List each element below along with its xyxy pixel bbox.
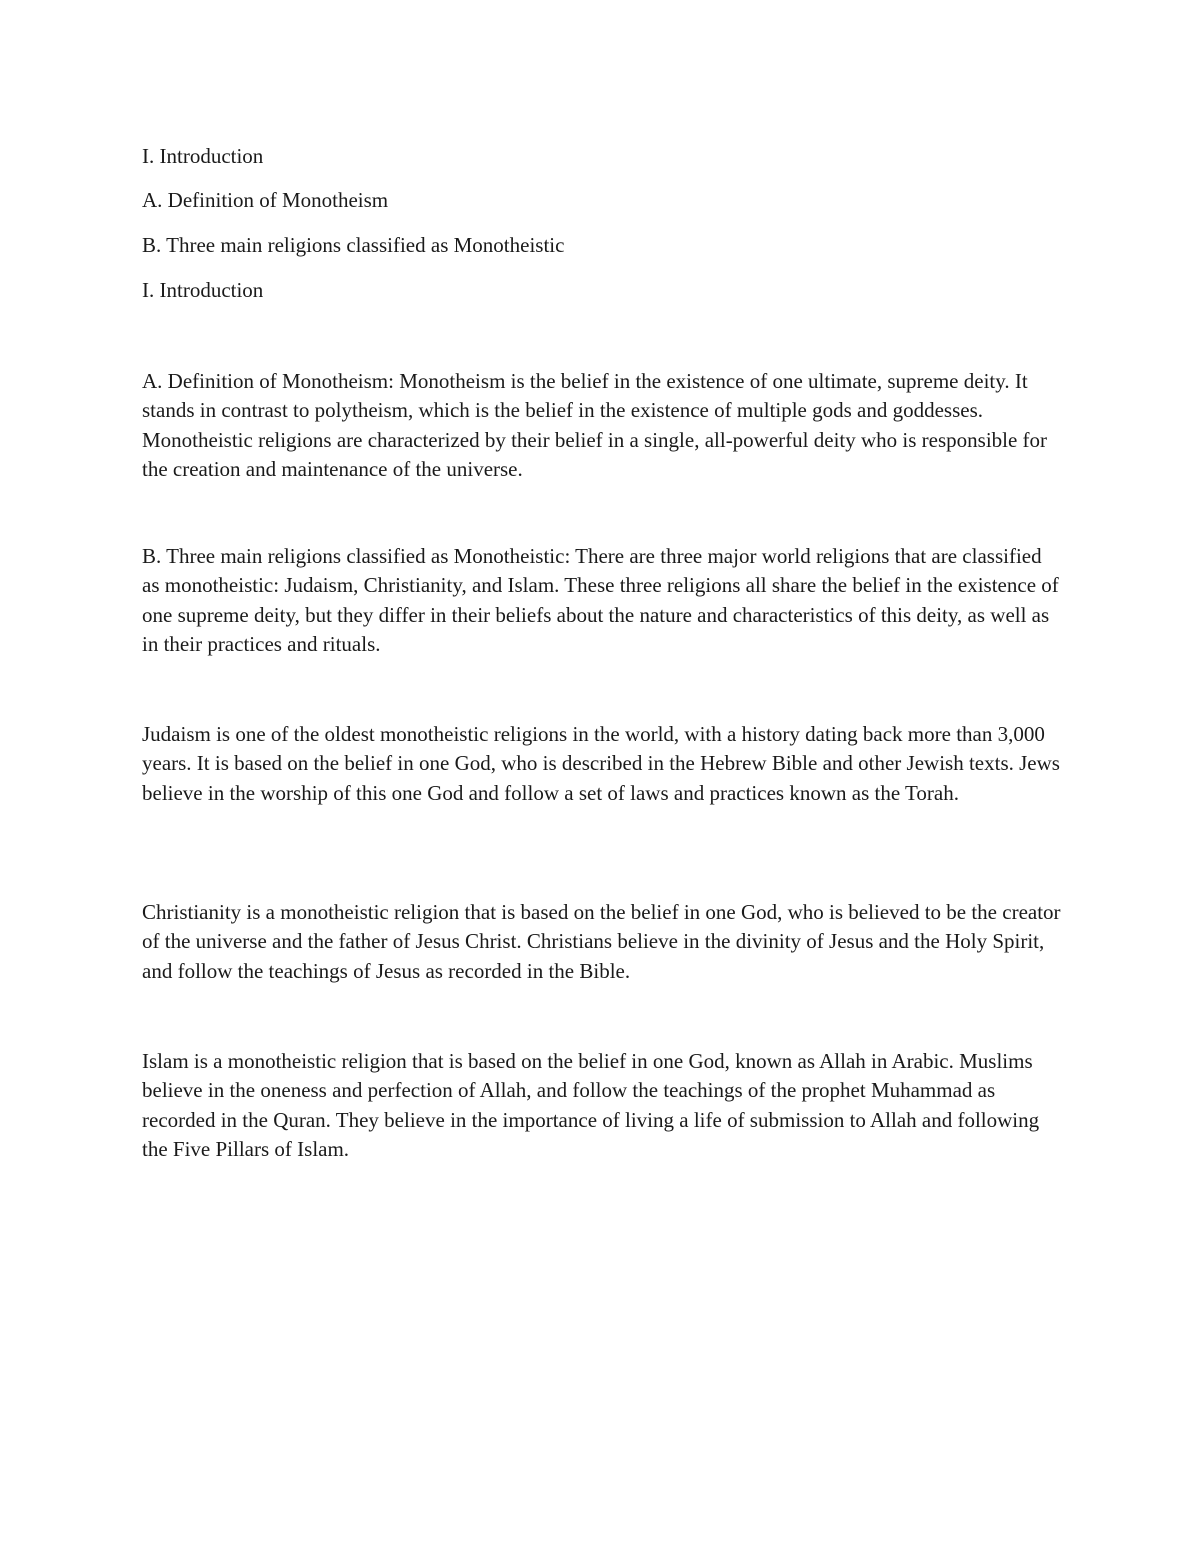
outline-item-definition: A. Definition of Monotheism [142,188,389,212]
outline-heading-introduction: I. Introduction [142,144,264,168]
paragraph-christianity: Christianity is a monotheistic religion that is based on the belief in one God, who is believed to be the creator of the universe and the father of Jesus Christ. Christians believe in the divinity of Jesus and the Holy Spirit, and follow the teachings of Jesus as recorded in the Bible. [142,900,1061,983]
section-heading-introduction: I. Introduction [142,278,264,302]
paragraph-definition: A. Definition of Monotheism: Monotheism is the belief in the existence of one ultimate, supreme deity. It stands in contrast to polytheism, which is the belief in the existence of multiple gods and goddesses. Monotheistic religions are characterized by their belief in a single, all-powerful deity who is responsible for the creation and maintenance of the universe. [142,369,1048,481]
outline-item-three-religions: B. Three main religions classified as Monotheistic [142,233,565,257]
paragraph-judaism: Judaism is one of the oldest monotheistic religions in the world, with a history dating back more than 3,000 years. It is based on the belief in one God, who is described in the Hebrew Bible and other Jewish texts. Jews believe in the worship of this one God and follow a set of laws and practices known as the Torah. [142,722,1060,805]
paragraph-islam: Islam is a monotheistic religion that is based on the belief in one God, known as Allah in Arabic. Muslims believe in the oneness and perfection of Allah, and follow the teachings of the prophet Muhammad as recorded in the Quran. They believe in the importance of living a life of submission to Allah and following the Five Pillars of Islam. [142,1049,1040,1161]
paragraph-three-religions: B. Three main religions classified as Monotheistic: There are three major world religions that are classified as monotheistic: Judaism, Christianity, and Islam. These three religions all share the belief in the existence of one supreme deity, but they differ in their beliefs about the nature and characteristics of this deity, as well as in their practices and rituals. [142,544,1059,656]
